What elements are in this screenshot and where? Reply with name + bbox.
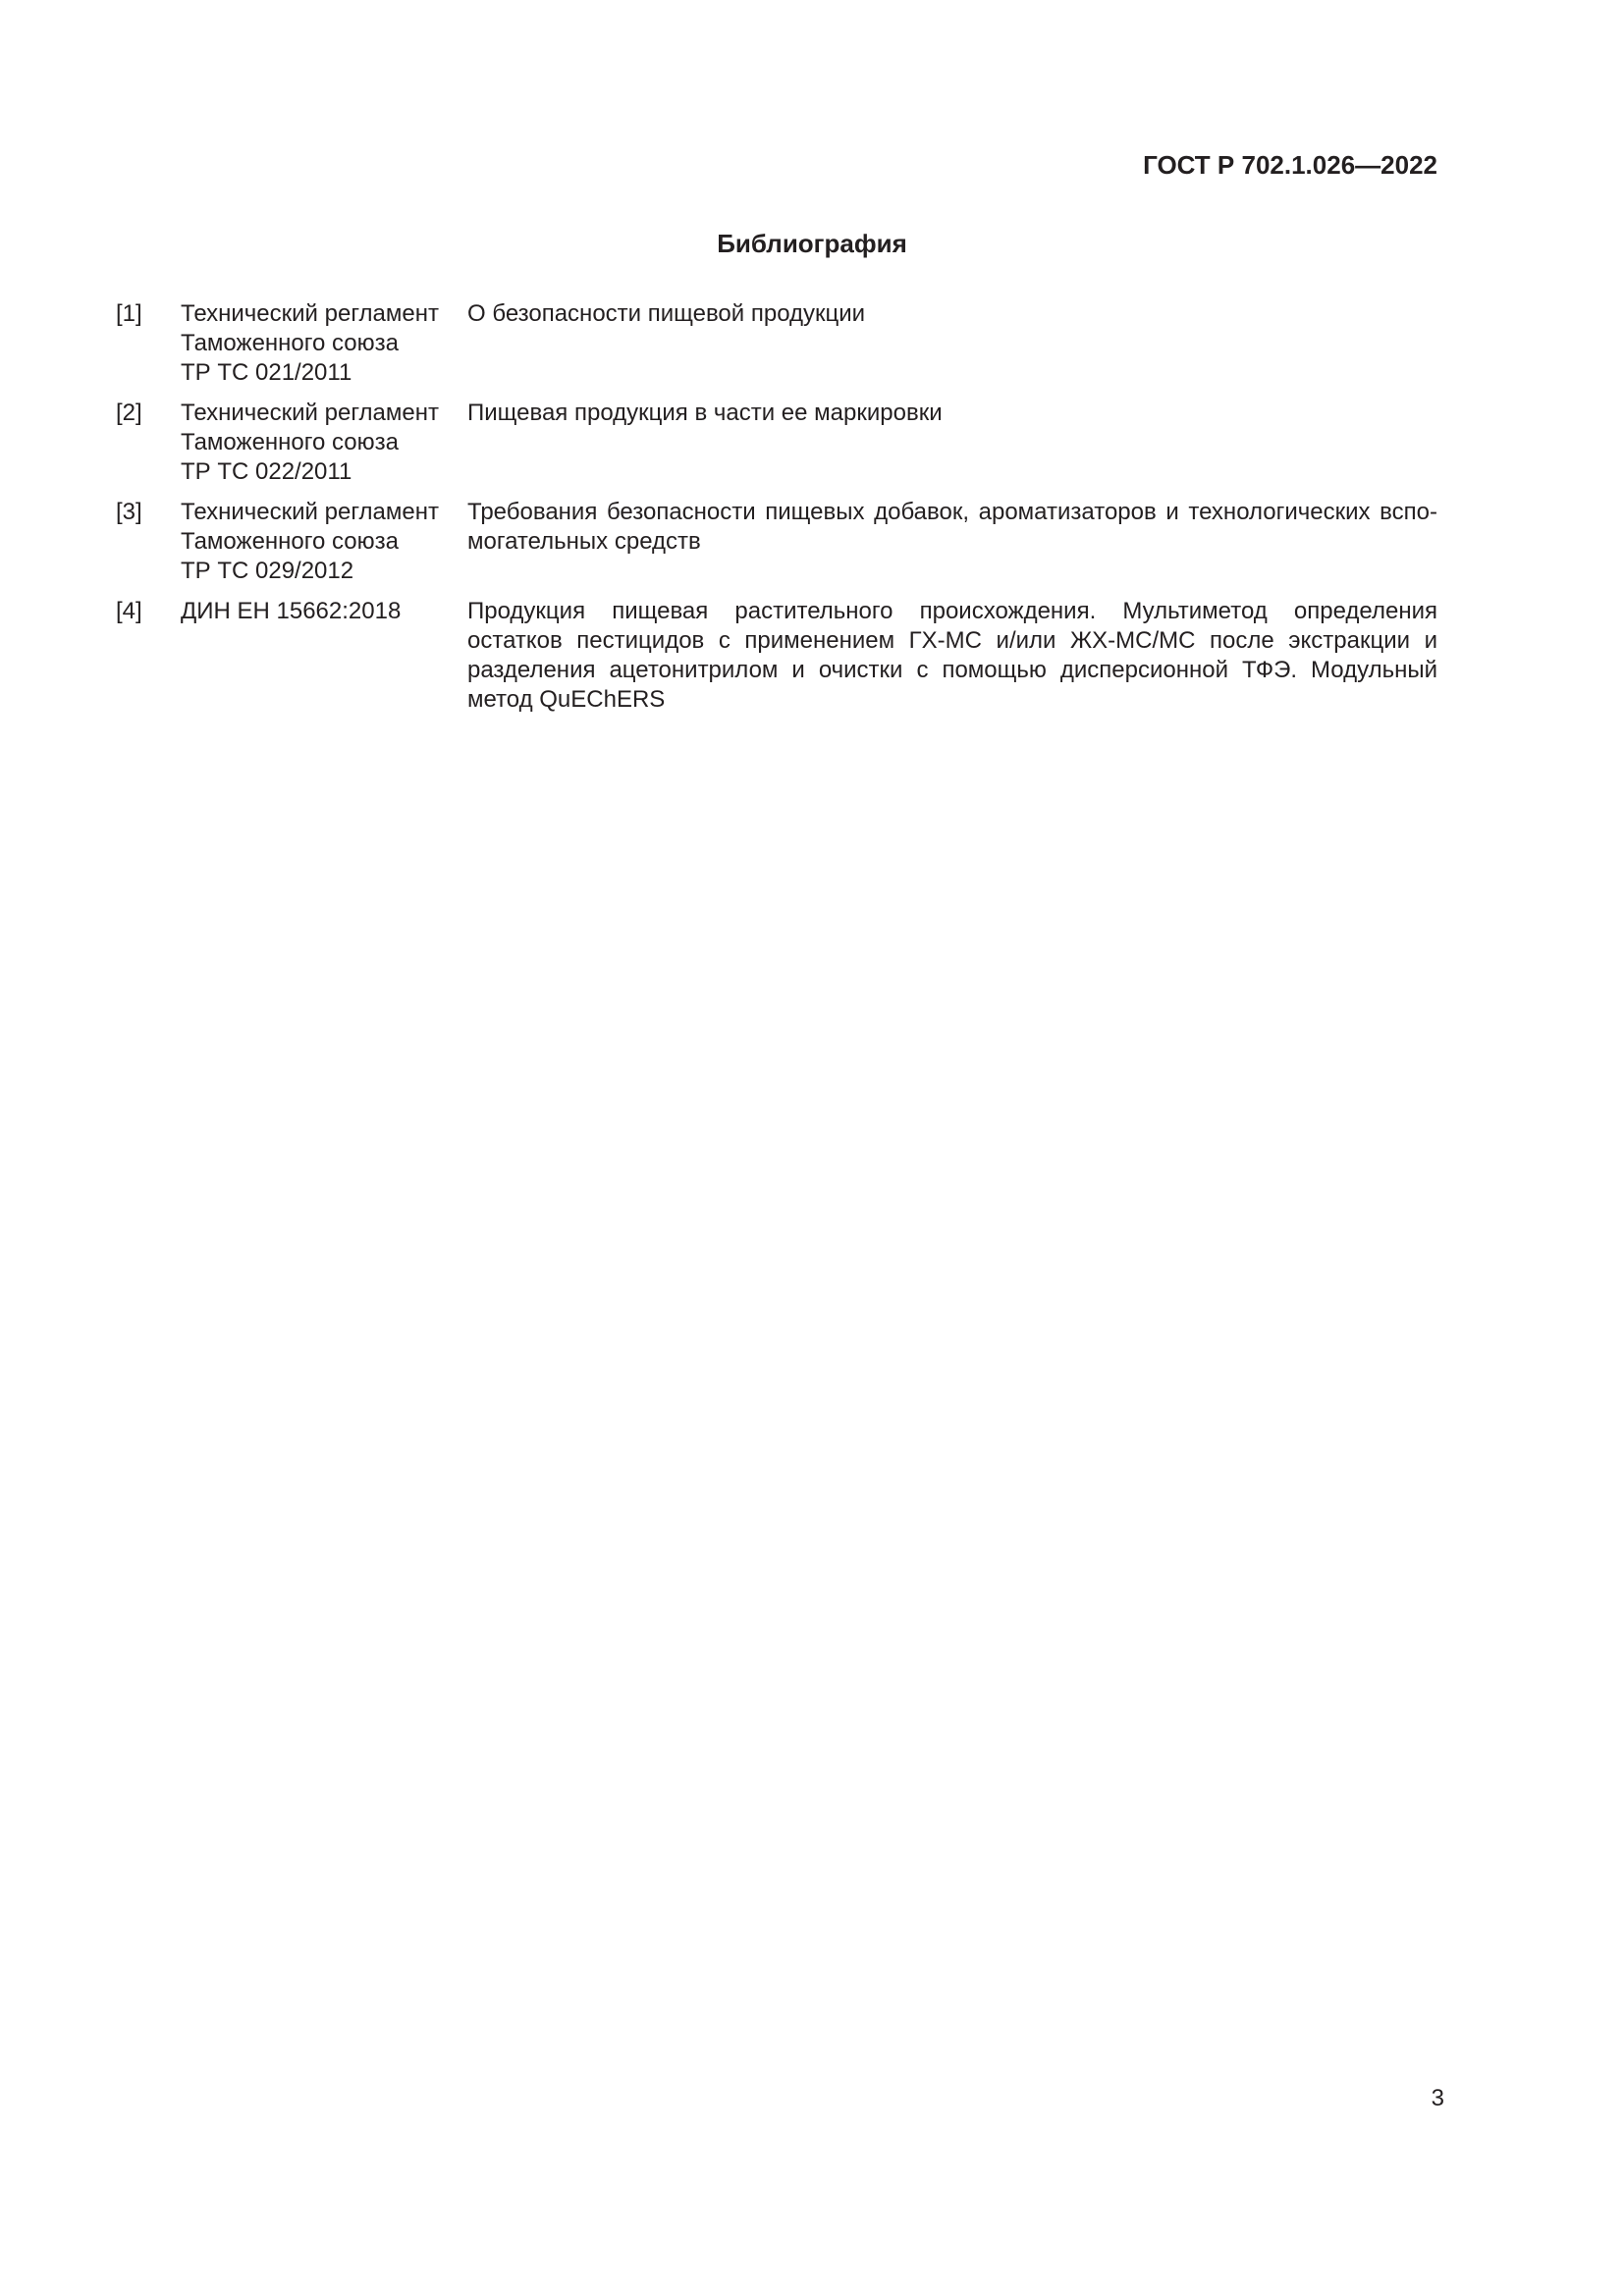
entry-document-line: Технический регламент bbox=[181, 400, 439, 426]
entry-document-line: ТР ТС 029/2012 bbox=[181, 558, 354, 584]
bibliography-entry bbox=[116, 299, 1437, 388]
entry-number: [2] bbox=[116, 400, 142, 426]
document-code-header: ГОСТ Р 702.1.026—2022 bbox=[1143, 150, 1437, 180]
entry-document-line: Технический регламент bbox=[181, 300, 439, 327]
entry-document-line: Таможенного союза bbox=[181, 528, 399, 555]
entry-description: Пищевая продукция в части ее маркировки bbox=[467, 400, 943, 426]
page-number: 3 bbox=[1431, 2085, 1444, 2111]
entry-document-line: Технический регламент bbox=[181, 499, 439, 525]
entry-document bbox=[181, 399, 465, 487]
entry-document bbox=[181, 597, 465, 626]
entry-description: Продукция пищевая растительного происхождения. Мультиметод определения остатков пестицидов с применением ГХ-МС и/или ЖХ-МС/МС после экстракции и разделения ацетонитрилом и очистки с помощью дисперсионной ТФЭ. Модульный метод QuEChERS bbox=[467, 598, 1437, 713]
entry-document-line: ДИН ЕН 15662:2018 bbox=[181, 598, 402, 624]
entry-description: О безопасности пищевой продукции bbox=[467, 300, 866, 327]
entry-document bbox=[181, 498, 465, 586]
bibliography-list bbox=[116, 299, 1437, 725]
entry-document-line: Таможенного союза bbox=[181, 330, 399, 356]
bibliography-entry bbox=[116, 399, 1437, 487]
entry-document bbox=[181, 299, 465, 388]
entry-description: Требования безопасности пищевых добавок, ароматизаторов и технологических вспомогательных средств bbox=[467, 499, 1437, 555]
bibliography-entry bbox=[116, 597, 1437, 715]
entry-document-line: Таможенного союза bbox=[181, 429, 399, 455]
entry-number: [4] bbox=[116, 598, 142, 624]
entry-number: [3] bbox=[116, 499, 142, 525]
entry-document-line: ТР ТС 022/2011 bbox=[181, 458, 352, 485]
bibliography-entry bbox=[116, 498, 1437, 586]
entry-document-line: ТР ТС 021/2011 bbox=[181, 359, 352, 386]
bibliography-title: Библиография bbox=[717, 229, 907, 258]
entry-number: [1] bbox=[116, 300, 142, 327]
